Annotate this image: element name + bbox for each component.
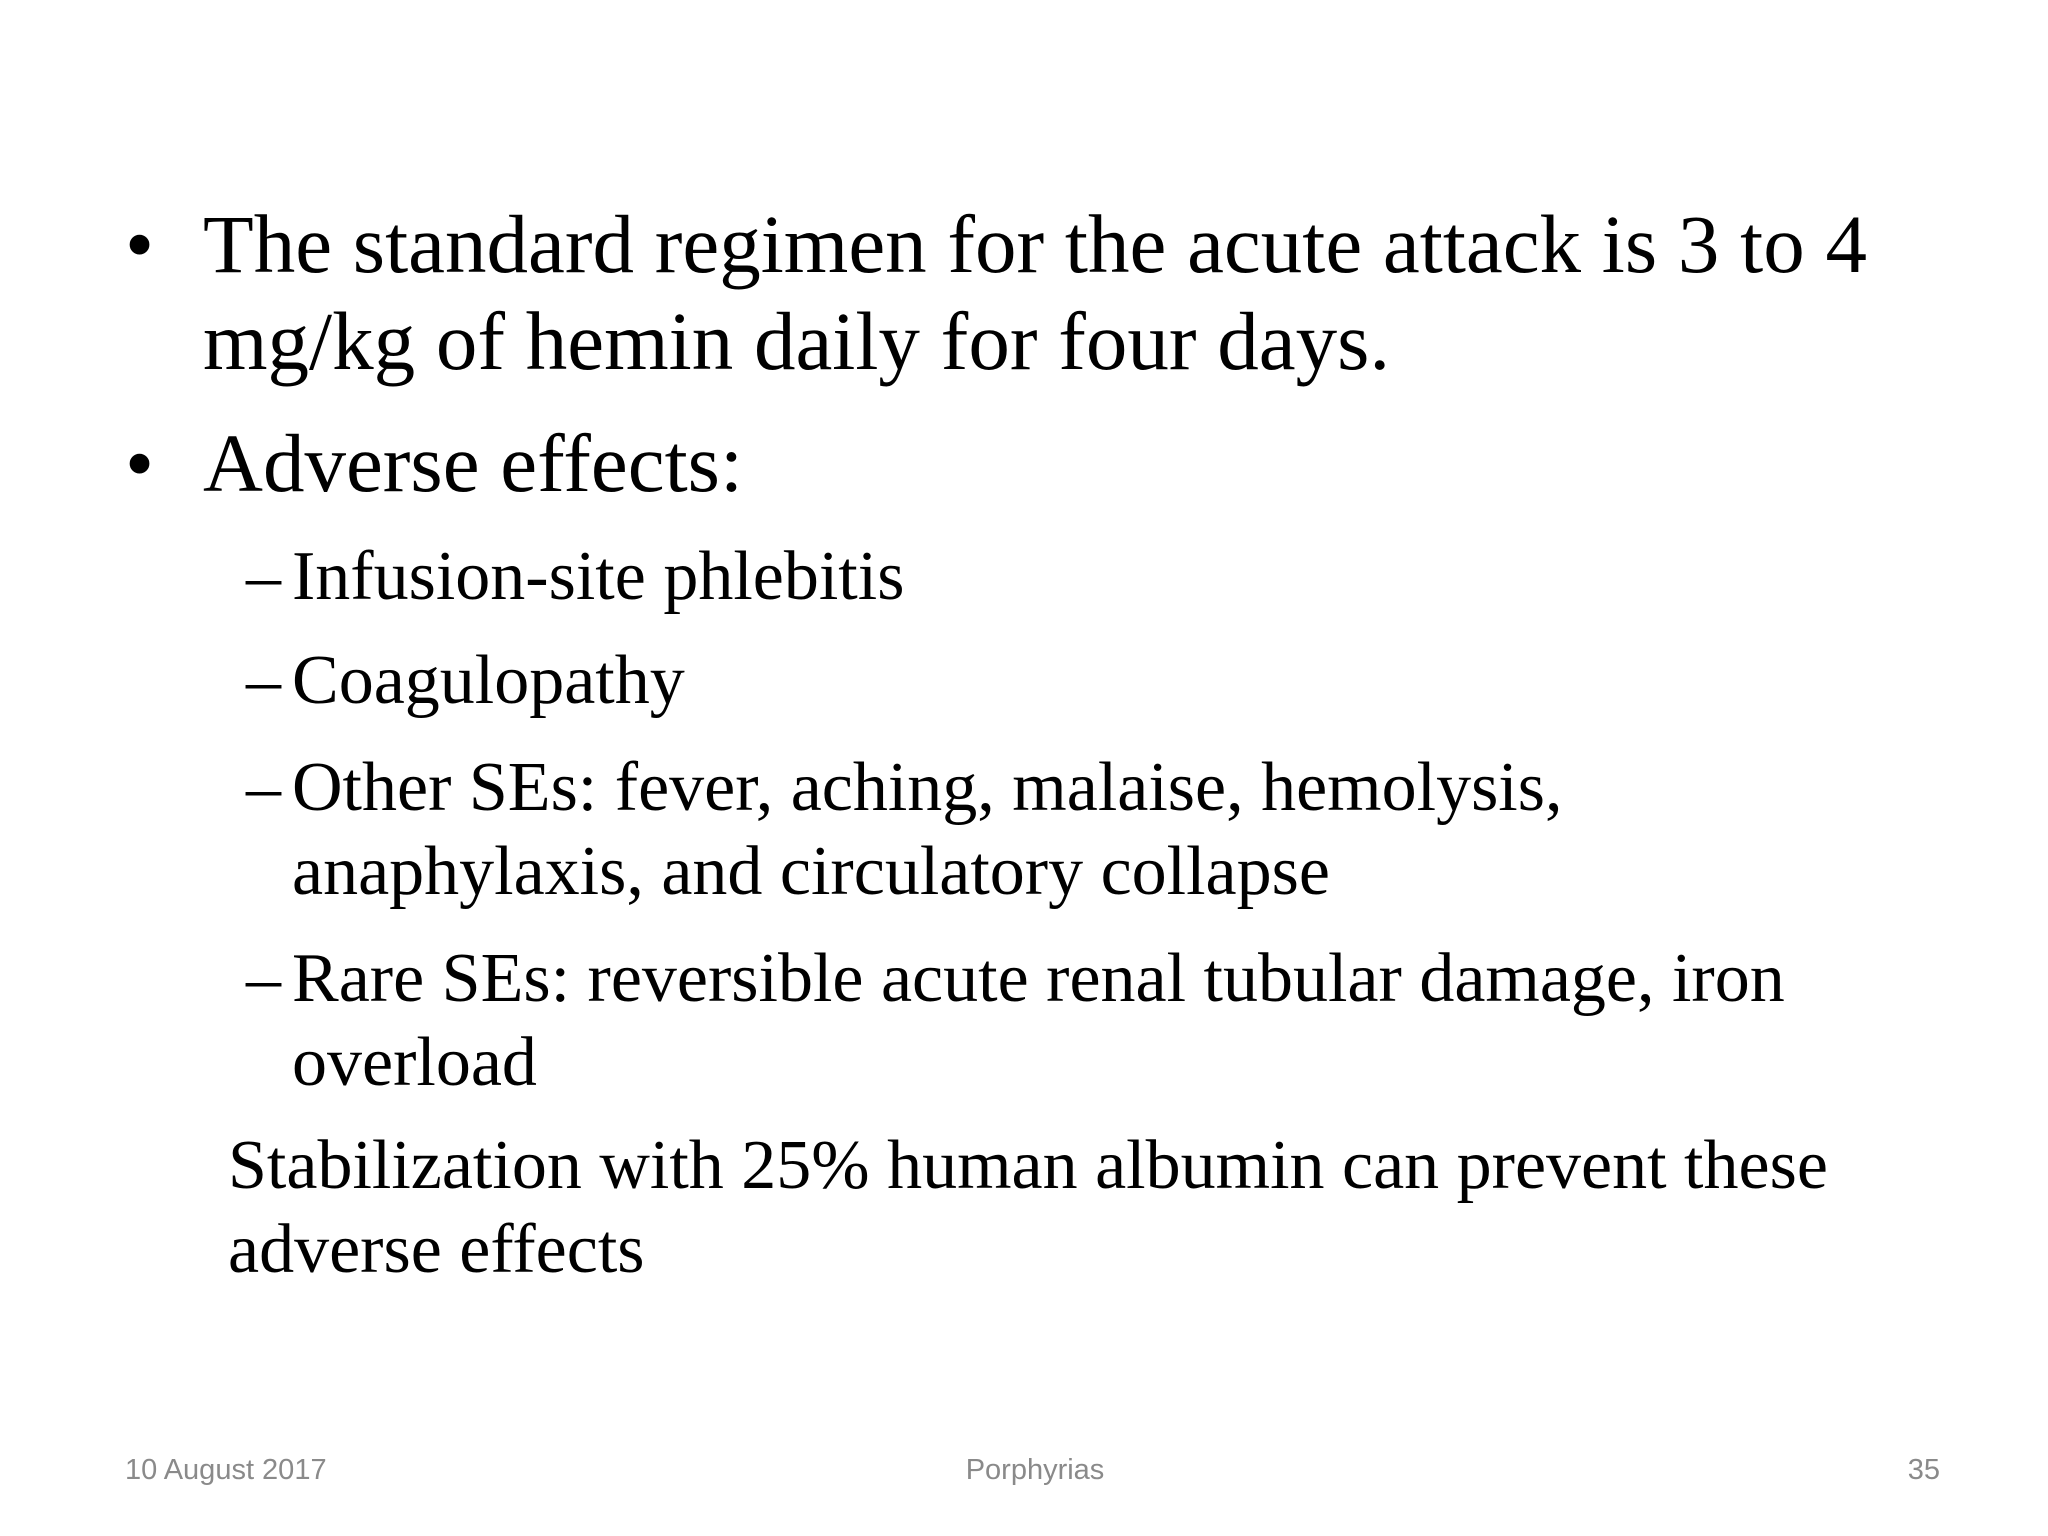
bullet-text: Adverse effects: [203, 417, 744, 509]
dash-marker: – [246, 538, 281, 615]
sub-bullet-text: Rare SEs: reversible acute renal tubular damage, iron overload [292, 940, 1785, 1101]
albumin-note: Stabilization with 25% human albumin can prevent these adverse effects [228, 1127, 1828, 1288]
sub-bullet-text: Infusion-site phlebitis [292, 538, 905, 615]
sub-bullet-text: Other SEs: fever, aching, malaise, hemolysis, anaphylaxis, and circulatory collapse [292, 749, 1563, 910]
slide-number: 35 [1907, 1454, 1940, 1486]
bullet-marker: • [125, 417, 155, 509]
bullet-marker: • [125, 198, 155, 290]
sub-bullet-text: Coagulopathy [292, 642, 685, 719]
dash-marker: – [246, 749, 281, 826]
dash-marker: – [246, 642, 281, 719]
dash-marker: – [246, 940, 281, 1017]
footer-title: Porphyrias [965, 1454, 1105, 1486]
footer-date: 10 August 2017 [125, 1454, 327, 1486]
bullet-text: The standard regimen for the acute attack is 3 to 4 mg/kg of hemin daily for four days. [203, 198, 1867, 387]
